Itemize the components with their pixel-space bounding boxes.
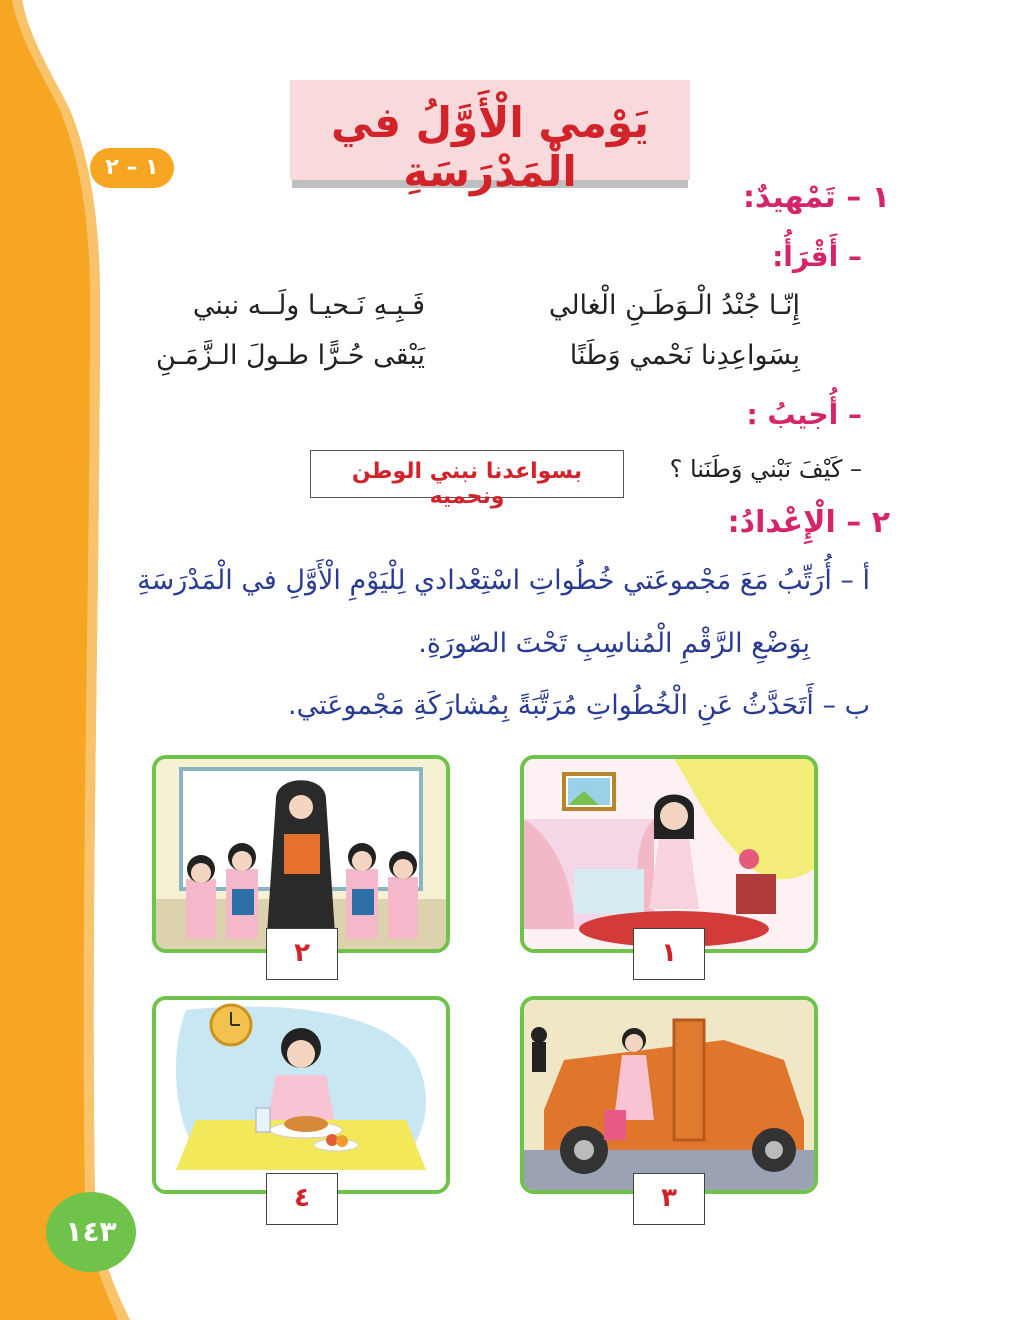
lesson-badge: ١ – ٢ [90, 148, 174, 188]
section1-heading: ١ – تَمْهيدٌ: [743, 180, 890, 215]
verse-line2-left: يَبْقى حُـرًّا طـولَ الـزَّمَـنِ [156, 340, 425, 371]
verse-line2-right: بِسَواعِدِنا نَحْمي وَطَنًا [569, 340, 800, 371]
title-banner [290, 80, 690, 196]
verse-line1-left: فَـبِـهِ نَـحيـا ولَــه نبني [192, 290, 425, 321]
picture-3 [520, 996, 818, 1194]
answer-box[interactable] [310, 450, 624, 509]
teacher-students-picture-icon [156, 759, 446, 949]
page-number: ١٤٣ [46, 1192, 136, 1272]
question-text: – كَيْفَ نَبْني وَطَنَنا ؟ [669, 455, 862, 483]
number-box-4[interactable]: ٤ [266, 1173, 338, 1225]
girl-car-picture-icon [524, 1000, 814, 1190]
answer-label: – أُجيبُ : [746, 398, 862, 431]
picture-1 [520, 755, 818, 953]
picture-4 [152, 996, 450, 1194]
page-title: يَوْمي الْأَوَّلُ في الْمَدْرَسَةِ [330, 98, 650, 196]
picture-2 [152, 755, 450, 953]
number-box-2[interactable]: ٢ [266, 928, 338, 980]
item-a-line1: أ – أُرَتِّبُ مَعَ مَجْموعَتي خُطُواتِ اسْتِعْدادي لِلْيَوْمِ الْأَوَّلِ في الْمَدْرَسَةِ [137, 565, 870, 596]
section2-heading: ٢ – الْإِعْدادُ: [727, 505, 890, 540]
number-box-3[interactable]: ٣ [633, 1173, 705, 1225]
item-a-line2: بِوَضْعِ الرَّقْمِ الْمُناسِبِ تَحْتَ الصّورَةِ. [418, 628, 810, 659]
item-b-text: ب – أَتَحَدَّثُ عَنِ الْخُطُواتِ مُرَتَّبَةً بِمُشارَكَةِ مَجْموعَتي. [288, 690, 870, 721]
orange-side-band [0, 0, 150, 1320]
read-label: – أَقْرَأُ: [772, 240, 862, 273]
answer-text: بسواعدنا نبني الوطن ونحميه [351, 459, 583, 509]
girl-dressing-picture-icon [524, 759, 814, 949]
verse-line1-right: إِنّـا جُنْدُ الْـوَطَـنِ الْغالي [548, 290, 800, 321]
girl-breakfast-picture-icon [156, 1000, 446, 1190]
number-box-1[interactable]: ١ [633, 928, 705, 980]
